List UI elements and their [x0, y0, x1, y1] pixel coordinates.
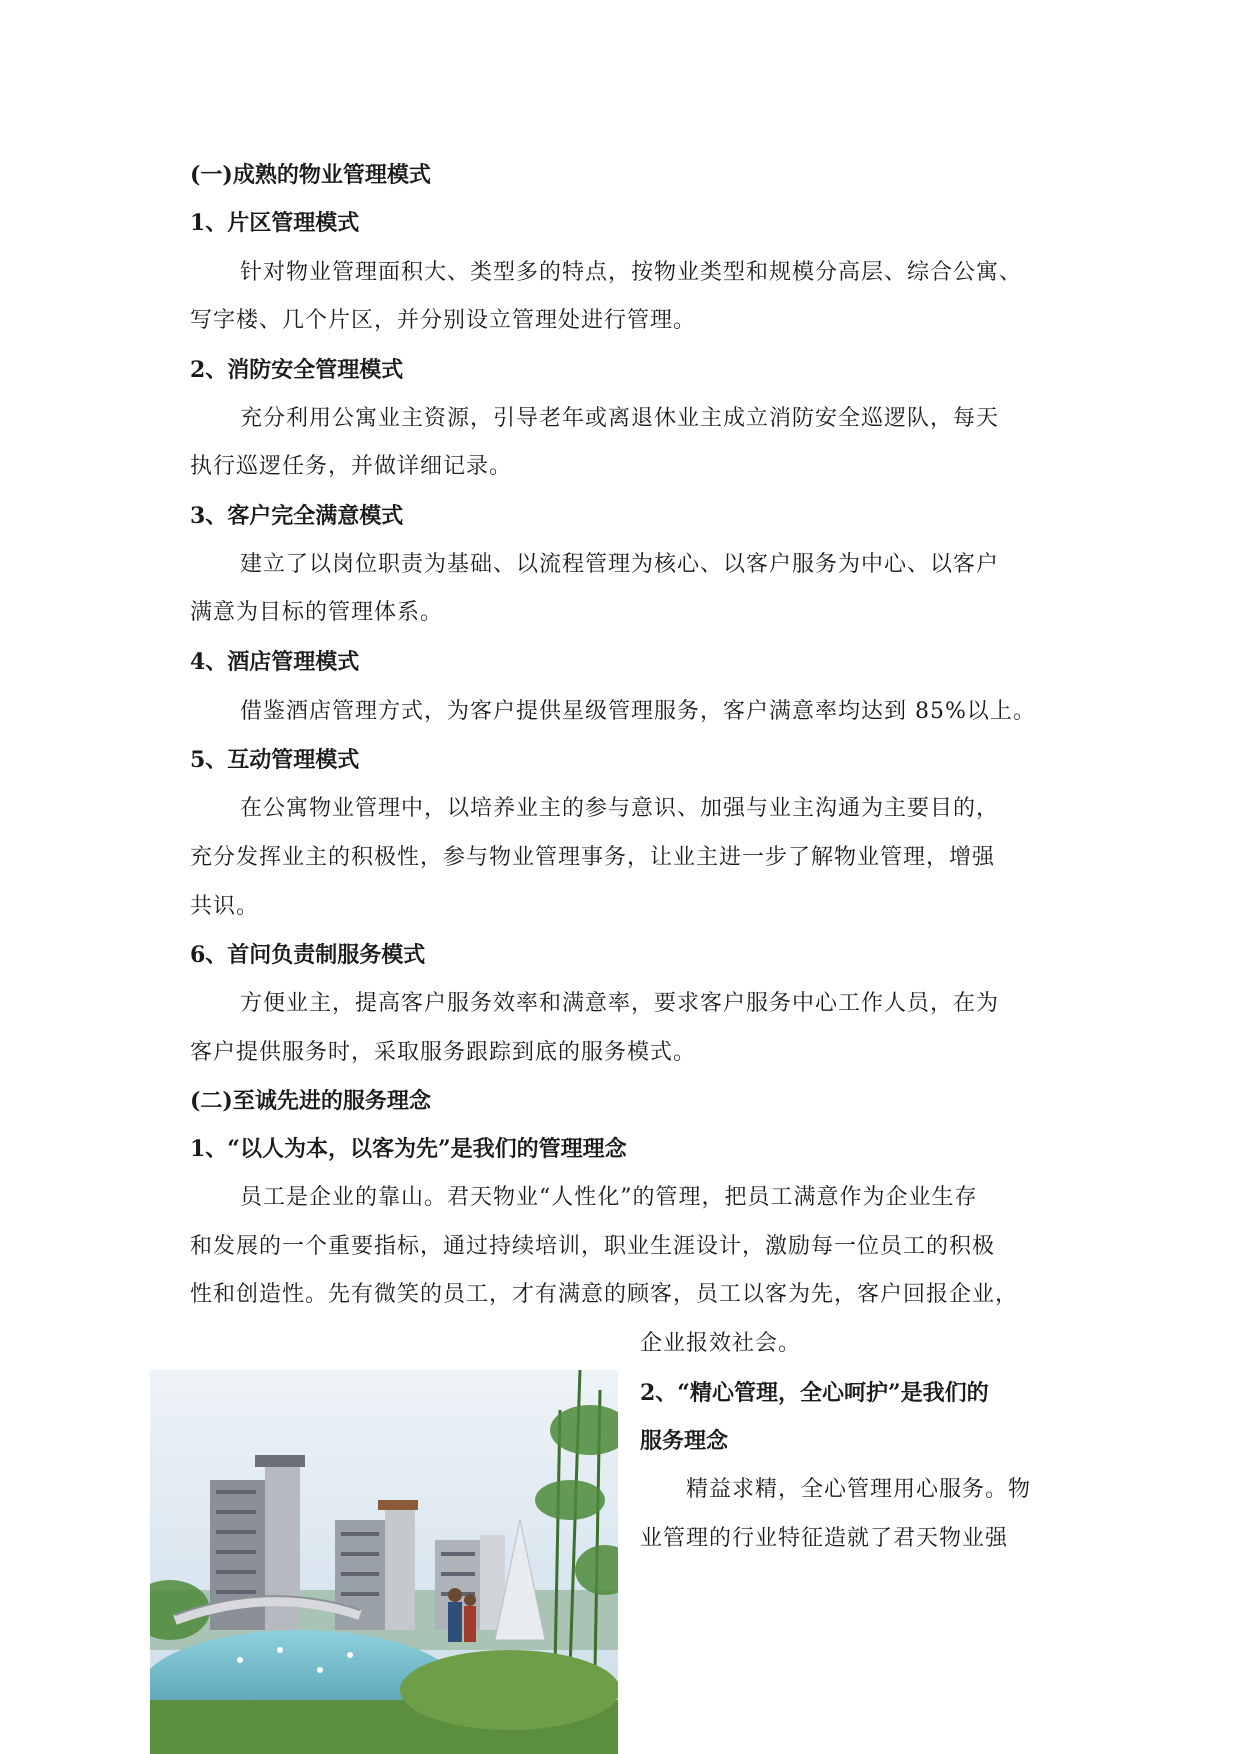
subsection-heading: 2、“精心管理，全心呵护”是我们的 [640, 1380, 989, 1406]
subsection-heading: 1、“以人为本，以客为先”是我们的管理理念 [190, 1136, 627, 1162]
subsection-heading: 5、互动管理模式 [190, 747, 360, 773]
section-title: (二)至诚先进的服务理念 [190, 1088, 431, 1114]
subsection-heading: 服务理念 [640, 1428, 729, 1454]
paragraph-line: 精益求精，全心管理用心服务。物 [686, 1477, 1032, 1502]
residential-building-rendering-icon [150, 1370, 618, 1754]
paragraph-line: 在公寓物业管理中，以培养业主的参与意识、加强与业主沟通为主要目的， [240, 796, 1000, 821]
paragraph-line: 员工是企业的靠山。君天物业“人性化”的管理，把员工满意作为企业生存 [240, 1185, 978, 1210]
paragraph-line: 执行巡逻任务，并做详细记录。 [190, 454, 513, 479]
paragraph-line: 客户提供服务时，采取服务跟踪到底的服务模式。 [190, 1040, 697, 1065]
subsection-heading: 2、消防安全管理模式 [190, 357, 404, 383]
paragraph-line: 满意为目标的管理体系。 [190, 600, 444, 625]
residential-building-photo [150, 1370, 618, 1754]
paragraph-line: 和发展的一个重要指标，通过持续培训，职业生涯设计，激励每一位员工的积极 [190, 1234, 996, 1259]
paragraph-line: 借鉴酒店管理方式，为客户提供星级管理服务，客户满意率均达到 85%以上。 [240, 699, 1036, 724]
paragraph-line: 建立了以岗位职责为基础、以流程管理为核心、以客户服务为中心、以客户 [240, 552, 1000, 577]
subsection-heading: 6、首问负责制服务模式 [190, 942, 426, 968]
section-title: (一)成熟的物业管理模式 [190, 162, 431, 188]
paragraph-line: 方便业主，提高客户服务效率和满意率，要求客户服务中心工作人员，在为 [240, 991, 1000, 1016]
paragraph-line: 共识。 [190, 894, 260, 919]
paragraph-line: 充分利用公寓业主资源，引导老年或离退休业主成立消防安全巡逻队，每天 [240, 406, 1000, 431]
paragraph-line: 充分发挥业主的积极性，参与物业管理事务，让业主进一步了解物业管理，增强 [190, 845, 996, 870]
paragraph-line: 针对物业管理面积大、类型多的特点，按物业类型和规模分高层、综合公寓、 [240, 260, 1023, 285]
paragraph-line: 写字楼、几个片区，并分别设立管理处进行管理。 [190, 308, 697, 333]
subsection-heading: 3、客户完全满意模式 [190, 503, 404, 529]
subsection-heading: 4、酒店管理模式 [190, 649, 360, 675]
paragraph-line: 企业报效社会。 [640, 1331, 802, 1356]
paragraph-line: 性和创造性。先有微笑的员工，才有满意的顾客，员工以客为先，客户回报企业， [190, 1282, 1019, 1307]
paragraph-line: 业管理的行业特征造就了君天物业强 [640, 1526, 1009, 1551]
subsection-heading: 1、片区管理模式 [190, 210, 360, 236]
